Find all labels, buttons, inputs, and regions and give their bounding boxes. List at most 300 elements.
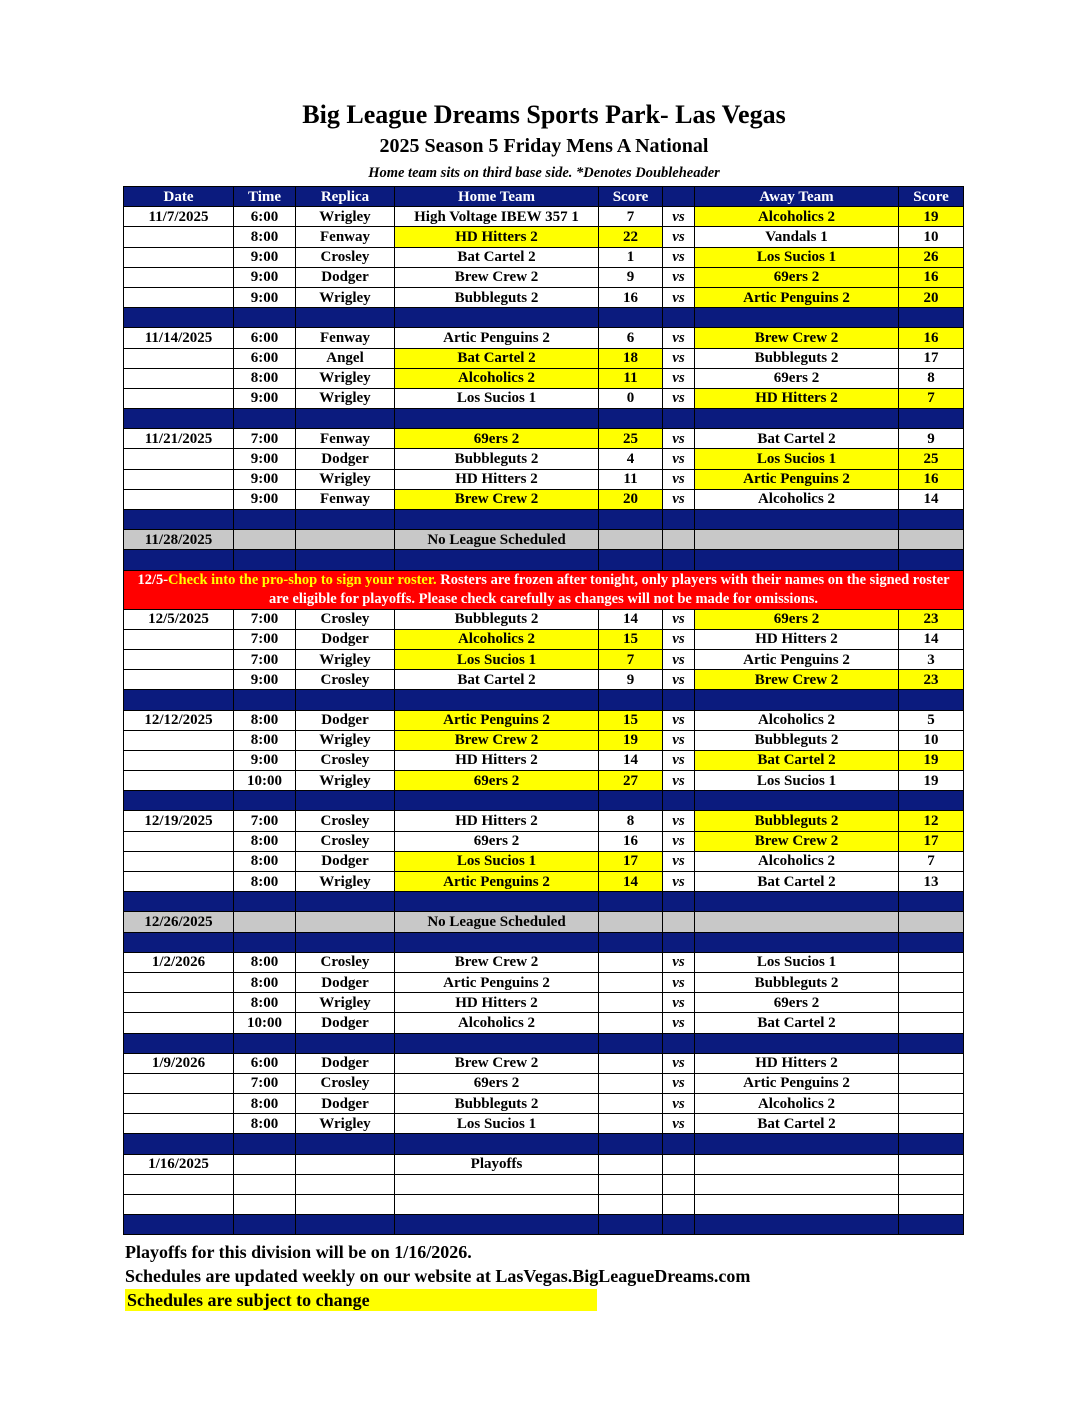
separator-row: [124, 308, 964, 328]
replica-cell: Wrigley: [296, 207, 395, 227]
date-cell: [124, 227, 234, 247]
home-score-cell: 19: [599, 730, 663, 750]
separator-cell: [395, 791, 599, 811]
separator-cell: [234, 791, 296, 811]
playoffs-row: [124, 1154, 964, 1174]
time-cell: 8:00: [234, 952, 296, 972]
date-cell: [124, 771, 234, 791]
header-replica: Replica: [296, 187, 395, 207]
empty-cell: [395, 1195, 599, 1215]
home-score-cell: [599, 1013, 663, 1033]
separator-cell: [663, 1134, 695, 1154]
page-subtitle: 2025 Season 5 Friday Mens A National: [379, 135, 709, 157]
game-row: [124, 1073, 964, 1093]
date-cell: [124, 1013, 234, 1033]
game-row: [124, 368, 964, 388]
replica-cell: Fenway: [296, 328, 395, 348]
home-score-cell: 15: [599, 710, 663, 730]
home-team-cell: HD Hitters 2: [395, 750, 599, 770]
separator-cell: [296, 1215, 395, 1235]
date-cell: 1/16/2025: [124, 1154, 234, 1174]
vs-cell: vs: [663, 993, 695, 1013]
game-row: [124, 851, 964, 871]
vs-cell: vs: [663, 629, 695, 649]
vs-cell: vs: [663, 449, 695, 469]
game-row: [124, 831, 964, 851]
empty-cell: [663, 530, 695, 550]
away-team-cell: Bat Cartel 2: [695, 1114, 899, 1134]
date-cell: [124, 469, 234, 489]
replica-cell: Angel: [296, 348, 395, 368]
separator-cell: [296, 892, 395, 912]
game-row: [124, 710, 964, 730]
vs-cell: vs: [663, 469, 695, 489]
roster-notice: [124, 570, 964, 609]
header-row: [124, 187, 964, 207]
vs-cell: vs: [663, 388, 695, 408]
time-cell: 9:00: [234, 469, 296, 489]
empty-cell: [695, 1174, 899, 1194]
separator-cell: [395, 308, 599, 328]
separator-cell: [234, 409, 296, 429]
time-cell: 8:00: [234, 710, 296, 730]
replica-cell: Dodger: [296, 851, 395, 871]
home-team-cell: Bat Cartel 2: [395, 247, 599, 267]
replica-cell: Dodger: [296, 972, 395, 992]
time-cell: 9:00: [234, 449, 296, 469]
empty-cell: [899, 1154, 964, 1174]
away-score-cell: 5: [899, 710, 964, 730]
home-score-cell: 25: [599, 429, 663, 449]
separator-cell: [395, 892, 599, 912]
home-team-cell: 69ers 2: [395, 429, 599, 449]
footer-playoffs-note: Playoffs for this division will be on 1/16/2026.: [125, 1242, 472, 1262]
vs-cell: vs: [663, 1013, 695, 1033]
date-cell: [124, 831, 234, 851]
empty-cell: [663, 1195, 695, 1215]
time-cell: 9:00: [234, 670, 296, 690]
separator-row: [124, 409, 964, 429]
away-score-cell: 19: [899, 771, 964, 791]
time-cell: 8:00: [234, 993, 296, 1013]
away-score-cell: 3: [899, 649, 964, 669]
away-score-cell: 23: [899, 670, 964, 690]
home-team-cell: Artic Penguins 2: [395, 972, 599, 992]
game-row: [124, 629, 964, 649]
separator-cell: [663, 550, 695, 570]
separator-cell: [599, 510, 663, 530]
replica-cell: Wrigley: [296, 649, 395, 669]
vs-cell: vs: [663, 649, 695, 669]
separator-cell: [899, 932, 964, 952]
date-cell: [124, 872, 234, 892]
away-team-cell: 69ers 2: [695, 609, 899, 629]
page-title: Big League Dreams Sports Park- Las Vegas: [302, 100, 786, 129]
home-team-cell: Los Sucios 1: [395, 851, 599, 871]
separator-row: [124, 791, 964, 811]
date-cell: 11/7/2025: [124, 207, 234, 227]
separator-row: [124, 932, 964, 952]
home-score-cell: [599, 1053, 663, 1073]
away-team-cell: Artic Penguins 2: [695, 469, 899, 489]
away-score-cell: 16: [899, 267, 964, 287]
schedule-body: [124, 187, 964, 1235]
home-score-cell: 6: [599, 328, 663, 348]
separator-cell: [899, 690, 964, 710]
away-score-cell: 26: [899, 247, 964, 267]
date-cell: [124, 287, 234, 307]
date-cell: [124, 1073, 234, 1093]
time-cell: 10:00: [234, 1013, 296, 1033]
separator-cell: [899, 1215, 964, 1235]
home-score-cell: 27: [599, 771, 663, 791]
game-row: [124, 1114, 964, 1134]
time-cell: 7:00: [234, 811, 296, 831]
separator-cell: [899, 791, 964, 811]
header-vs: [663, 187, 695, 207]
empty-cell: [599, 912, 663, 932]
away-team-cell: Los Sucios 1: [695, 952, 899, 972]
away-score-cell: 10: [899, 227, 964, 247]
away-team-cell: Bat Cartel 2: [695, 1013, 899, 1033]
time-cell: 7:00: [234, 649, 296, 669]
away-score-cell: 8: [899, 368, 964, 388]
away-team-cell: HD Hitters 2: [695, 388, 899, 408]
date-cell: [124, 730, 234, 750]
away-team-cell: Los Sucios 1: [695, 247, 899, 267]
separator-cell: [899, 1134, 964, 1154]
replica-cell: Crosley: [296, 811, 395, 831]
replica-cell: [296, 912, 395, 932]
home-team-cell: Los Sucios 1: [395, 649, 599, 669]
home-team-cell: Bat Cartel 2: [395, 670, 599, 690]
away-score-cell: [899, 952, 964, 972]
empty-cell: [124, 1174, 234, 1194]
replica-cell: Dodger: [296, 629, 395, 649]
vs-cell: vs: [663, 730, 695, 750]
separator-row: [124, 690, 964, 710]
separator-cell: [124, 1215, 234, 1235]
away-team-cell: HD Hitters 2: [695, 1053, 899, 1073]
separator-row: [124, 550, 964, 570]
vs-cell: vs: [663, 609, 695, 629]
away-team-cell: Los Sucios 1: [695, 771, 899, 791]
replica-cell: Crosley: [296, 670, 395, 690]
time-cell: 7:00: [234, 429, 296, 449]
replica-cell: Wrigley: [296, 1114, 395, 1134]
home-score-cell: 18: [599, 348, 663, 368]
separator-cell: [695, 932, 899, 952]
away-team-cell: Brew Crew 2: [695, 328, 899, 348]
home-score-cell: 1: [599, 247, 663, 267]
separator-cell: [395, 550, 599, 570]
away-team-cell: Bat Cartel 2: [695, 750, 899, 770]
home-team-cell: Artic Penguins 2: [395, 710, 599, 730]
date-cell: [124, 267, 234, 287]
separator-cell: [695, 550, 899, 570]
home-score-cell: 22: [599, 227, 663, 247]
separator-cell: [663, 690, 695, 710]
separator-cell: [124, 1134, 234, 1154]
separator-cell: [599, 550, 663, 570]
replica-cell: Crosley: [296, 750, 395, 770]
time-cell: 9:00: [234, 247, 296, 267]
time-cell: [234, 530, 296, 550]
separator-cell: [663, 1033, 695, 1053]
empty-cell: [124, 1195, 234, 1215]
time-cell: 8:00: [234, 1114, 296, 1134]
header-date: Date: [124, 187, 234, 207]
home-score-cell: 11: [599, 368, 663, 388]
separator-cell: [899, 510, 964, 530]
separator-cell: [695, 409, 899, 429]
replica-cell: Dodger: [296, 267, 395, 287]
home-team-cell: Bubbleguts 2: [395, 1094, 599, 1114]
vs-cell: vs: [663, 227, 695, 247]
replica-cell: Fenway: [296, 429, 395, 449]
date-cell: [124, 670, 234, 690]
game-row: [124, 247, 964, 267]
separator-cell: [695, 308, 899, 328]
time-cell: 8:00: [234, 851, 296, 871]
separator-cell: [663, 791, 695, 811]
away-team-cell: Los Sucios 1: [695, 449, 899, 469]
replica-cell: [296, 1154, 395, 1174]
replica-cell: Dodger: [296, 449, 395, 469]
date-cell: [124, 368, 234, 388]
vs-cell: vs: [663, 348, 695, 368]
separator-cell: [695, 690, 899, 710]
home-team-cell: 69ers 2: [395, 1073, 599, 1093]
separator-cell: [899, 1033, 964, 1053]
notice-highlight: Check into the pro-shop to sign your roster.: [168, 571, 437, 588]
away-score-cell: 14: [899, 629, 964, 649]
separator-row: [124, 1134, 964, 1154]
date-cell: [124, 1094, 234, 1114]
separator-cell: [296, 308, 395, 328]
time-cell: 9:00: [234, 489, 296, 509]
empty-cell: [695, 530, 899, 550]
away-team-cell: Bat Cartel 2: [695, 429, 899, 449]
date-cell: 11/28/2025: [124, 530, 234, 550]
away-team-cell: Bubbleguts 2: [695, 730, 899, 750]
separator-cell: [395, 409, 599, 429]
separator-cell: [124, 510, 234, 530]
away-score-cell: 19: [899, 750, 964, 770]
date-cell: [124, 649, 234, 669]
game-row: [124, 750, 964, 770]
separator-cell: [124, 550, 234, 570]
away-score-cell: [899, 1013, 964, 1033]
separator-cell: [234, 892, 296, 912]
game-row: [124, 952, 964, 972]
vs-cell: vs: [663, 489, 695, 509]
header-home-score: Score: [599, 187, 663, 207]
away-team-cell: Artic Penguins 2: [695, 649, 899, 669]
away-score-cell: 9: [899, 429, 964, 449]
home-team-cell: Bubbleguts 2: [395, 287, 599, 307]
date-cell: 12/19/2025: [124, 811, 234, 831]
schedule-table: [123, 186, 964, 1235]
time-cell: 6:00: [234, 1053, 296, 1073]
blank-row: [124, 1195, 964, 1215]
away-team-cell: Alcoholics 2: [695, 1094, 899, 1114]
separator-cell: [234, 690, 296, 710]
separator-cell: [234, 1215, 296, 1235]
away-score-cell: [899, 1094, 964, 1114]
empty-cell: [599, 530, 663, 550]
time-cell: [234, 912, 296, 932]
game-row: [124, 649, 964, 669]
header-home-team: Home Team: [395, 187, 599, 207]
time-cell: 7:00: [234, 1073, 296, 1093]
away-team-cell: 69ers 2: [695, 993, 899, 1013]
away-score-cell: [899, 993, 964, 1013]
empty-cell: [695, 912, 899, 932]
empty-cell: [296, 1195, 395, 1215]
home-score-cell: [599, 952, 663, 972]
game-row: [124, 1053, 964, 1073]
game-row: [124, 328, 964, 348]
time-cell: 8:00: [234, 1094, 296, 1114]
home-score-cell: [599, 1094, 663, 1114]
home-score-cell: [599, 972, 663, 992]
home-score-cell: 9: [599, 267, 663, 287]
separator-cell: [599, 932, 663, 952]
replica-cell: Fenway: [296, 227, 395, 247]
vs-cell: vs: [663, 872, 695, 892]
away-score-cell: 17: [899, 348, 964, 368]
notice-text: Rosters are frozen after tonight, only players with their names on the signed roster are eligible for playoffs. Please check carefully as changes will not be made for omissions.: [268, 571, 950, 607]
separator-cell: [599, 308, 663, 328]
game-row: [124, 730, 964, 750]
separator-cell: [395, 690, 599, 710]
replica-cell: Dodger: [296, 1013, 395, 1033]
empty-cell: [296, 1174, 395, 1194]
game-row: [124, 207, 964, 227]
home-team-cell: HD Hitters 2: [395, 993, 599, 1013]
vs-cell: vs: [663, 670, 695, 690]
time-cell: 8:00: [234, 872, 296, 892]
replica-cell: Crosley: [296, 1073, 395, 1093]
separator-cell: [296, 791, 395, 811]
replica-cell: Wrigley: [296, 993, 395, 1013]
replica-cell: Wrigley: [296, 730, 395, 750]
home-team-cell: Alcoholics 2: [395, 629, 599, 649]
away-team-cell: Brew Crew 2: [695, 831, 899, 851]
vs-cell: vs: [663, 831, 695, 851]
separator-cell: [899, 308, 964, 328]
game-row: [124, 449, 964, 469]
separator-cell: [234, 550, 296, 570]
away-team-cell: 69ers 2: [695, 368, 899, 388]
date-cell: [124, 449, 234, 469]
date-cell: 11/14/2025: [124, 328, 234, 348]
vs-cell: vs: [663, 207, 695, 227]
separator-cell: [599, 892, 663, 912]
separator-cell: [599, 791, 663, 811]
home-score-cell: 8: [599, 811, 663, 831]
separator-cell: [695, 1215, 899, 1235]
home-team-cell: 69ers 2: [395, 831, 599, 851]
empty-cell: [899, 912, 964, 932]
vs-cell: vs: [663, 952, 695, 972]
game-row: [124, 993, 964, 1013]
home-score-cell: 17: [599, 851, 663, 871]
separator-cell: [899, 409, 964, 429]
separator-cell: [663, 1215, 695, 1235]
home-score-cell: 16: [599, 287, 663, 307]
separator-cell: [234, 308, 296, 328]
home-score-cell: 14: [599, 609, 663, 629]
no-league-label: No League Scheduled: [395, 912, 599, 932]
empty-cell: [599, 1195, 663, 1215]
separator-cell: [296, 932, 395, 952]
separator-cell: [395, 1215, 599, 1235]
separator-cell: [599, 690, 663, 710]
away-score-cell: 16: [899, 328, 964, 348]
home-team-cell: Los Sucios 1: [395, 388, 599, 408]
home-score-cell: [599, 1073, 663, 1093]
home-team-cell: Brew Crew 2: [395, 730, 599, 750]
replica-cell: Dodger: [296, 1053, 395, 1073]
replica-cell: Wrigley: [296, 388, 395, 408]
separator-cell: [234, 1134, 296, 1154]
home-score-cell: 14: [599, 750, 663, 770]
time-cell: 9:00: [234, 750, 296, 770]
away-score-cell: 19: [899, 207, 964, 227]
date-cell: [124, 972, 234, 992]
time-cell: 8:00: [234, 368, 296, 388]
time-cell: 7:00: [234, 609, 296, 629]
separator-row: [124, 510, 964, 530]
away-team-cell: Bubbleguts 2: [695, 972, 899, 992]
home-team-note: Home team sits on third base side. *Denotes Doubleheader: [368, 165, 720, 181]
date-cell: [124, 1114, 234, 1134]
vs-cell: vs: [663, 1114, 695, 1134]
home-score-cell: 14: [599, 872, 663, 892]
home-score-cell: [599, 1114, 663, 1134]
game-row: [124, 429, 964, 449]
home-team-cell: Alcoholics 2: [395, 368, 599, 388]
time-cell: 6:00: [234, 207, 296, 227]
away-team-cell: Bubbleguts 2: [695, 811, 899, 831]
away-score-cell: 16: [899, 469, 964, 489]
replica-cell: Wrigley: [296, 771, 395, 791]
empty-cell: [395, 1174, 599, 1194]
home-team-cell: Bubbleguts 2: [395, 609, 599, 629]
away-team-cell: Alcoholics 2: [695, 851, 899, 871]
game-row: [124, 670, 964, 690]
home-score-cell: 15: [599, 629, 663, 649]
empty-cell: [663, 1174, 695, 1194]
away-score-cell: [899, 1053, 964, 1073]
separator-row: [124, 892, 964, 912]
game-row: [124, 771, 964, 791]
time-cell: 6:00: [234, 328, 296, 348]
home-team-cell: Bat Cartel 2: [395, 348, 599, 368]
date-cell: [124, 750, 234, 770]
separator-row: [124, 1215, 964, 1235]
home-team-cell: Brew Crew 2: [395, 952, 599, 972]
time-cell: 9:00: [234, 388, 296, 408]
replica-cell: Wrigley: [296, 872, 395, 892]
separator-cell: [124, 791, 234, 811]
home-score-cell: 9: [599, 670, 663, 690]
date-cell: [124, 629, 234, 649]
no-league-label: No League Scheduled: [395, 530, 599, 550]
header-away-score: Score: [899, 187, 964, 207]
